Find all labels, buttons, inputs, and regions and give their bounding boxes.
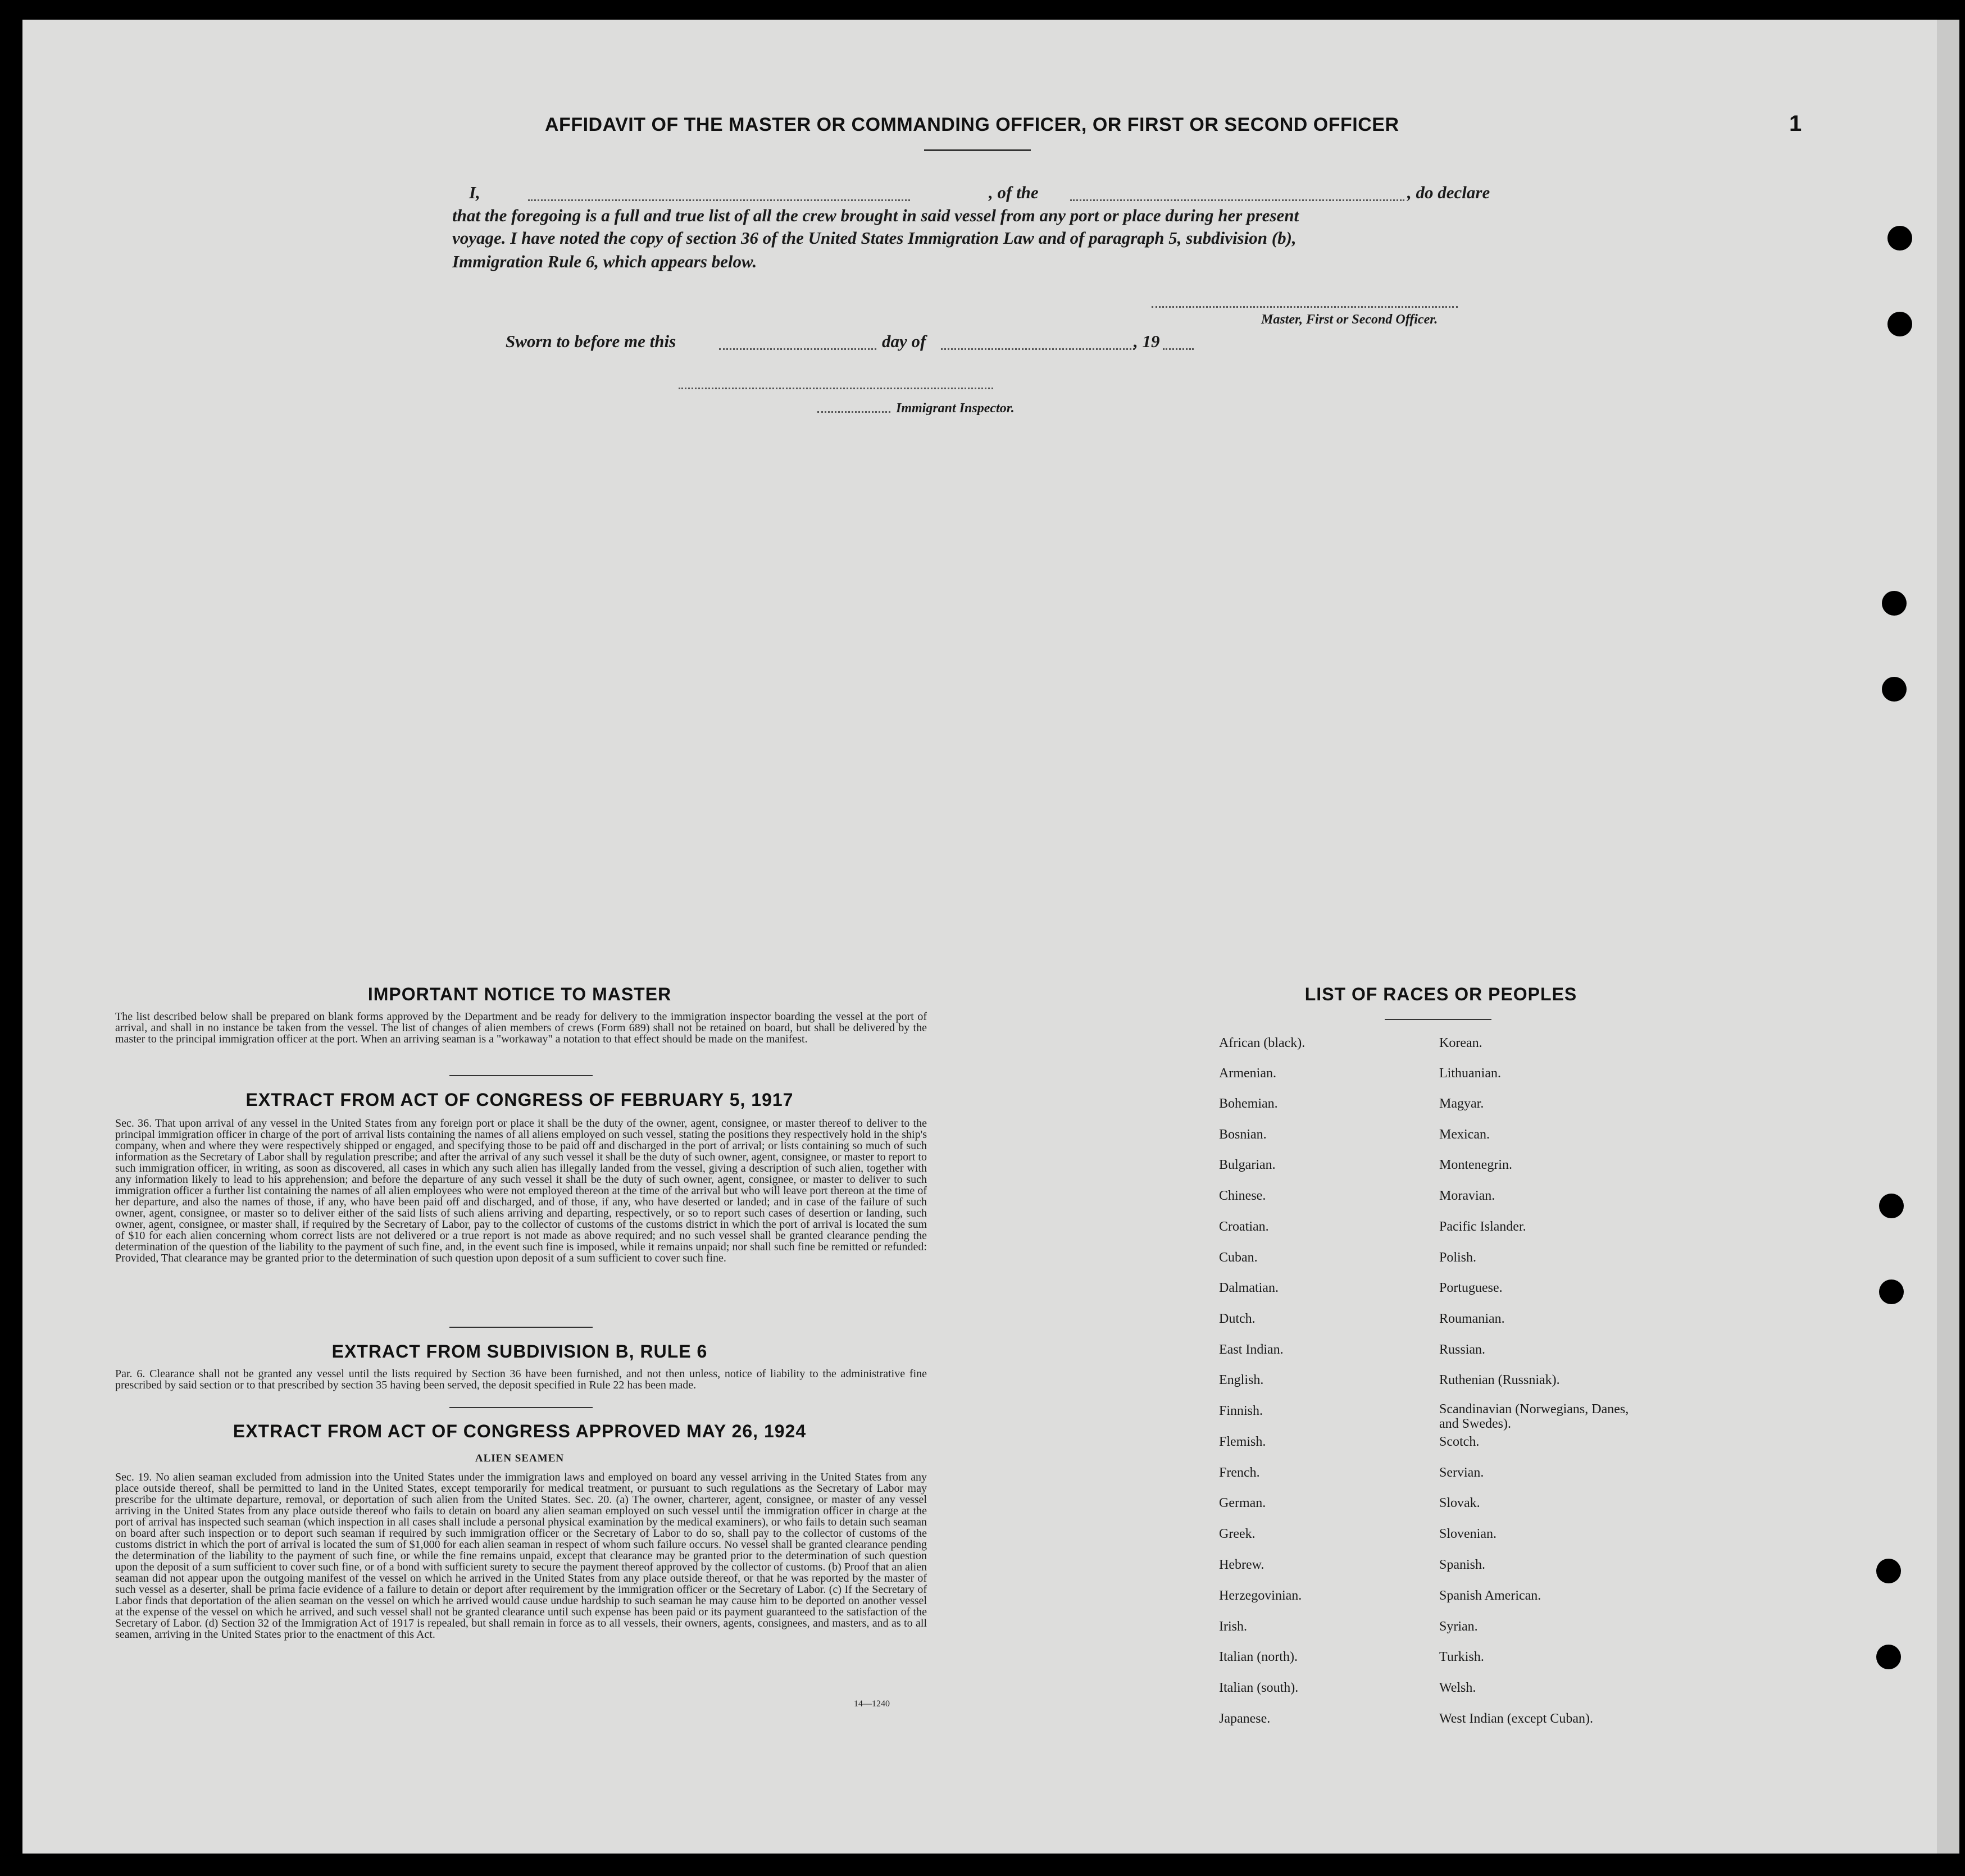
races-title: LIST OF RACES OR PEOPLES: [1304, 984, 1577, 1004]
binder-hole: [1879, 1194, 1904, 1218]
race-item: African (black).: [1219, 1036, 1306, 1050]
vessel-name-field[interactable]: [1070, 199, 1404, 201]
declarant-name-field[interactable]: [528, 199, 910, 201]
race-item: Finnish.: [1219, 1404, 1263, 1418]
sworn-year-field[interactable]: [1163, 348, 1194, 350]
race-item: Syrian.: [1439, 1619, 1478, 1634]
notice-body: The list described below shall be prepared on blank forms approved by the Department and be ready for delivery to the immigration inspector boarding the vessel at the port of arrival, and shall in no instance be taken from the vessel. The list of changes of alien members of crews (Form 689) shall not be retained on board, but shall be delivered by the master to the principal immigration officer at the port. When an arriving seaman is a "workaway" a notation to that effect should be made on the manifest.: [115, 1010, 927, 1045]
race-item: Spanish American.: [1439, 1588, 1541, 1603]
of-the-text: , of the: [989, 183, 1039, 202]
race-item: Montenegrin.: [1439, 1158, 1512, 1172]
divider: [924, 149, 1031, 151]
alien-seamen-subtitle: ALIEN SEAMEN: [475, 1452, 565, 1464]
race-item: West Indian (except Cuban).: [1439, 1711, 1593, 1726]
binder-hole: [1876, 1559, 1901, 1583]
race-item: Irish.: [1219, 1619, 1247, 1634]
rule6-body: Par. 6. Clearance shall not be granted any vessel until the lists required by Section 36 have been furnished, and not then unless, notice of liability to the administrative fine prescribed by said section or to that prescribed by section 35 having been served, the deposit specified in Rule 22 has been made.: [115, 1368, 927, 1391]
race-item: Dalmatian.: [1219, 1281, 1279, 1295]
master-signature-label: Master, First or Second Officer.: [1261, 312, 1438, 327]
extract-1917-body: Sec. 36. That upon arrival of any vessel in the United States from any foreign port or place it shall be the duty of the owner, agent, consignee, or master thereof to deliver to the principal immigration officer in charge of the port of arrival lists containing the names of all aliens employed on such vessel, stating the positions they respectively hold in the ship's company, when and where they were respectively shipped or engaged, and specifying those to be paid off and discharged in the port of arrival; or lists containing so much of such information as the Secretary of Labor shall by regulation prescribe; and after the arrival of any such vessel it shall be the duty of such owner, agent, consignee, or master to report to such immigration officer, in writing, as soon as discovered, all cases in which any such alien has illegally landed from the vessel, giving a description of such alien, together with any information likely to lead to his apprehension; and before the departure of any such vessel it shall be the duty of such owner, agent, consignee, or master to deliver to such immigration officer a further list containing the names of all alien employees who were not employed thereon at the time of the arrival but who will leave port thereon at the time of her departure, and also the names of those, if any, who have been paid off and discharged, and of those, if any, who have deserted or landed; and in case of the failure of such owner, agent, consignee, or master so to deliver either of the said lists of such aliens arriving and departing, respectively, or so to report such cases of desertion or landing, such owner, agent, consignee, or master shall, if required by the Secretary of Labor, pay to the collector of customs of the customs district in which the port of arrival is located the sum of $10 for each alien concerning whom correct lists are not delivered or a true report is not made as above required; and no such vessel shall be granted clearance pending the determination of the question of the liability to the payment of such fine, and, in the event such fine is imposed, while it remains unpaid; nor shall such fine be remitted or refunded: Provided, That clearance may be granted prior to the determination of such question upon deposit of a sum sufficient to cover such fine.: [115, 1117, 927, 1264]
affidavit-line-2: that the foregoing is a full and true list of all the crew brought in said vessel from any port or place during her present: [452, 206, 1299, 225]
race-item: Turkish.: [1439, 1650, 1484, 1664]
binder-hole: [1882, 677, 1907, 702]
inspector-signature-field[interactable]: [679, 388, 993, 389]
inspector-signature-lead: [817, 411, 890, 413]
race-item: Scotch.: [1439, 1435, 1480, 1449]
race-item: English.: [1219, 1373, 1264, 1387]
race-item: Bosnian.: [1219, 1127, 1267, 1142]
race-item: Herzegovinian.: [1219, 1588, 1302, 1603]
race-item: Polish.: [1439, 1250, 1477, 1265]
affidavit-line-3: voyage. I have noted the copy of section 36 of the United States Immigration Law and of paragraph 5, subdivision (b),: [452, 228, 1297, 248]
race-item: Spanish.: [1439, 1558, 1486, 1572]
race-item: Chinese.: [1219, 1189, 1266, 1203]
race-item: Greek.: [1219, 1527, 1256, 1541]
race-item: Armenian.: [1219, 1066, 1276, 1081]
divider: [449, 1075, 593, 1076]
binder-hole: [1876, 1645, 1901, 1669]
race-item: French.: [1219, 1465, 1260, 1480]
race-item: Lithuanian.: [1439, 1066, 1501, 1081]
binder-hole: [1887, 226, 1912, 251]
extract-1924-title: EXTRACT FROM ACT OF CONGRESS APPROVED MAY 26, 1924: [233, 1421, 807, 1441]
rule6-title: EXTRACT FROM SUBDIVISION B, RULE 6: [331, 1341, 708, 1362]
race-item: Flemish.: [1219, 1435, 1266, 1449]
race-item: Servian.: [1439, 1465, 1484, 1480]
race-item: Italian (north).: [1219, 1650, 1298, 1664]
sheet-edge: [1937, 20, 1959, 1854]
day-of-text: day of: [882, 331, 926, 351]
declare-text: , do declare: [1407, 183, 1490, 202]
year-text: , 19: [1134, 331, 1160, 351]
race-item: Roumanian.: [1439, 1312, 1505, 1326]
race-item: Slovenian.: [1439, 1527, 1497, 1541]
declarant-prefix: I,: [469, 183, 480, 202]
race-item: Pacific Islander.: [1439, 1219, 1526, 1234]
race-item: Cuban.: [1219, 1250, 1258, 1265]
binder-hole: [1879, 1279, 1904, 1304]
extract-1917-title: EXTRACT FROM ACT OF CONGRESS OF FEBRUARY 5, 1917: [245, 1090, 794, 1110]
race-item: Slovak.: [1439, 1496, 1480, 1510]
race-item: Bulgarian.: [1219, 1158, 1276, 1172]
race-item: East Indian.: [1219, 1342, 1284, 1357]
race-item: Magyar.: [1439, 1096, 1484, 1111]
page-number: 1: [1789, 111, 1802, 136]
sworn-line: [506, 331, 1208, 354]
affidavit-title: AFFIDAVIT OF THE MASTER OR COMMANDING OFFICER, OR FIRST OR SECOND OFFICER: [545, 114, 1399, 135]
binder-hole: [1882, 591, 1907, 616]
affidavit-line-1: [469, 183, 1505, 205]
race-item: Dutch.: [1219, 1312, 1256, 1326]
race-item: Ruthenian (Russniak).: [1439, 1373, 1560, 1387]
race-item: Bohemian.: [1219, 1096, 1278, 1111]
race-item: Mexican.: [1439, 1127, 1490, 1142]
affidavit-line-4: Immigration Rule 6, which appears below.: [452, 252, 757, 271]
sworn-day-field[interactable]: [719, 348, 876, 350]
form-number: 14—1240: [854, 1699, 890, 1709]
race-item: Hebrew.: [1219, 1558, 1264, 1572]
divider: [1385, 1019, 1491, 1020]
race-item: Moravian.: [1439, 1189, 1495, 1203]
divider: [449, 1327, 593, 1328]
race-item: Italian (south).: [1219, 1681, 1299, 1695]
race-item: German.: [1219, 1496, 1266, 1510]
notice-title: IMPORTANT NOTICE TO MASTER: [367, 984, 672, 1004]
race-item: Japanese.: [1219, 1711, 1271, 1726]
extract-1924-body: Sec. 19. No alien seaman excluded from admission into the United States under the immigration laws and employed on board any vessel arriving in the United States from any place outside thereof, shall be permitted to land in the United States, except temporarily for medical treatment, or pursuant to such regulations as the Secretary of Labor may prescribe for the ultimate departure, removal, or deportation of such alien from the United States. Sec. 20. (a) The owner, charterer, agent, consignee, or master of any vessel arriving in the United States from any place outside thereof who fails to detain on board any alien seaman employed on such vessel until the immigration officer in charge at the port of arrival has inspected such seaman (which inspection in all cases shall include a personal physical examination by the medical examiners), or who fails to detain such seaman on board after such inspection or to deport such seaman if required by such immigration officer or the Secretary of Labor to do so, shall pay to the collector of customs of the customs district in which the port of arrival is located the sum of $1,000 for each alien seaman in respect of whom such failure occurs. No vessel shall be granted clearance pending the determination of the liability to the payment of such fine, or while the fine remains unpaid, except that clearance may be granted prior to the determination of such question upon the deposit of a sum sufficient to cover such fine, or of a bond with sufficient surety to secure the payment thereof approved by the collector of customs. (b) Proof that an alien seaman did not appear upon the outgoing manifest of the vessel on which he arrived in the United States from any place outside thereof, or that he was reported by the master of such vessel as a deserter, shall be prima facie evidence of a failure to detain or deport after requirement by the immigration officer or the Secretary of Labor. (c) If the Secretary of Labor finds that deportation of the alien seaman on the vessel on which he arrived would cause undue hardship to such seaman he may cause him to be deported on another vessel at the expense of the vessel on which he arrived, and such vessel shall not be granted clearance until such expense has been paid or its payment guaranteed to the satisfaction of the Secretary of Labor. (d) Section 32 of the Immigration Act of 1917 is repealed, but shall remain in force as to all vessels, their owners, agents, consignees, and masters, and as to all seamen, arriving in the United States prior to the enactment of this Act.: [115, 1471, 927, 1641]
race-item: Korean.: [1439, 1036, 1482, 1050]
sworn-text: Sworn to before me this: [506, 331, 676, 351]
sworn-month-field[interactable]: [941, 348, 1135, 350]
inspector-label: Immigrant Inspector.: [896, 401, 1015, 416]
divider: [449, 1407, 593, 1408]
race-item: Portuguese.: [1439, 1281, 1503, 1295]
race-item: Welsh.: [1439, 1681, 1476, 1695]
race-item: Scandinavian (Norwegians, Danes, and Swedes).: [1439, 1402, 1629, 1431]
binder-hole: [1887, 312, 1912, 336]
master-signature-field[interactable]: [1152, 306, 1458, 308]
race-item: Croatian.: [1219, 1219, 1269, 1234]
race-item: Russian.: [1439, 1342, 1486, 1357]
